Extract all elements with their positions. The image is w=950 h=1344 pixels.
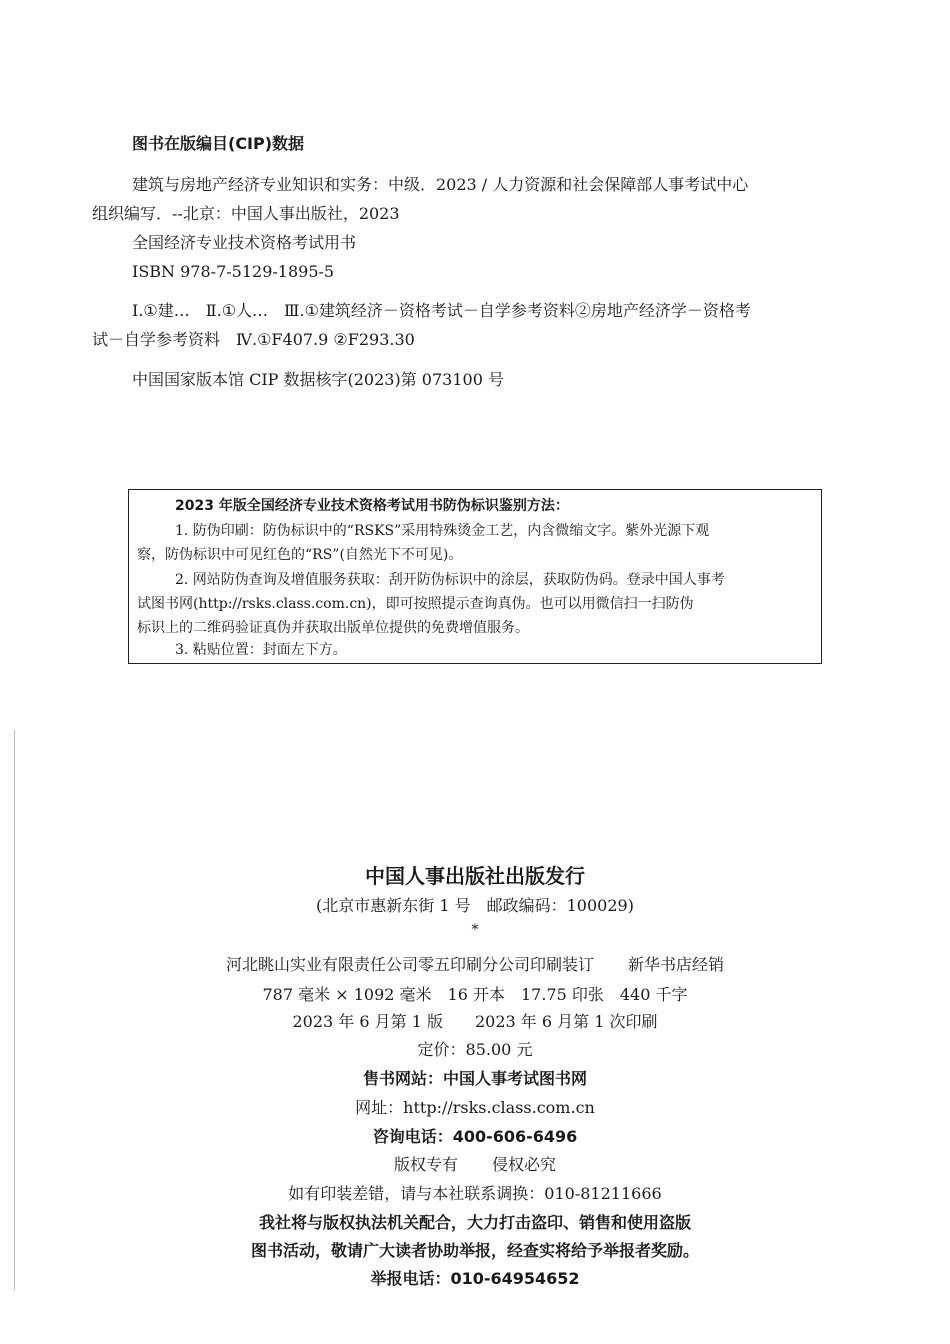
printer-line bbox=[0, 954, 950, 976]
cip-subject-line2: 试－自学参考资料 Ⅳ.①F407.9 ②F293.30 bbox=[92, 330, 415, 349]
book-price: 定价：85.00 元 bbox=[417, 1040, 533, 1059]
scan-edge-line bbox=[14, 730, 15, 1290]
notice-item3: 3. 粘贴位置：封面左下方。 bbox=[175, 642, 347, 658]
anti-piracy-line1: 我社将与版权执法机关配合，大力打击盗印、销售和使用盗版 bbox=[258, 1213, 691, 1232]
website-url: 网址：http://rsks.class.com.cn bbox=[355, 1098, 595, 1117]
cip-number: 中国国家版本馆 CIP 数据核字(2023)第 073100 号 bbox=[132, 370, 504, 389]
cip-subject-line1: Ⅰ.①建… Ⅱ.①人… Ⅲ.①建筑经济－资格考试－自学参考资料②房地产经济学－资格考 bbox=[132, 301, 751, 320]
publisher-address: (北京市惠新东街 1 号 邮政编码：100029) bbox=[316, 896, 634, 915]
website-label: 售书网站：中国人事考试图书网 bbox=[362, 1069, 587, 1088]
notice-item2-line1: 2. 网站防伪查询及增值服务获取：刮开防伪标识中的涂层，获取防伪码。登录中国人事考 bbox=[175, 572, 725, 588]
hotline: 咨询电话：400-606-6496 bbox=[372, 1127, 578, 1146]
notice-item2-line2: 试图书网(http://rsks.class.com.cn)，即可按照提示查询真伪。也可以用微信扫一扫防伪 bbox=[137, 596, 694, 612]
notice-item1-line1: 1. 防伪印刷：防伪标识中的“RSKS”采用特殊烫金工艺，内含微缩文字。紫外光源下观 bbox=[175, 523, 710, 539]
book-format: 787 毫米 × 1092 毫米 16 开本 17.75 印张 440 千字 bbox=[262, 985, 688, 1004]
cip-series: 全国经济专业技术资格考试用书 bbox=[132, 233, 357, 252]
misprint-contact: 如有印装差错，请与本社联系调换：010-81211666 bbox=[288, 1184, 662, 1203]
edition-info: 2023 年 6 月第 1 版 2023 年 6 月第 1 次印刷 bbox=[292, 1012, 658, 1031]
publisher-name: 中国人事出版社出版发行 bbox=[365, 864, 585, 888]
rights-line bbox=[0, 1154, 950, 1176]
distributor-name: 新华书店经销 bbox=[628, 955, 725, 974]
cip-title-line1: 建筑与房地产经济专业知识和实务：中级．2023 / 人力资源和社会保障部人事考试中心 bbox=[132, 175, 749, 194]
notice-item1-line2: 察，防伪标识中可见红色的“RS”(自然光下不可见)。 bbox=[137, 547, 463, 563]
cip-title-line2: 组织编写．--北京：中国人事出版社，2023 bbox=[92, 204, 400, 223]
cip-isbn: ISBN 978-7-5129-1895-5 bbox=[132, 262, 335, 281]
notice-item2-line3: 标识上的二维码验证真伪并获取出版单位提供的免费增值服务。 bbox=[137, 620, 529, 636]
report-phone: 举报电话：010-64954652 bbox=[370, 1269, 580, 1288]
copyright-label: 版权专有 bbox=[393, 1155, 458, 1174]
anti-counterfeit-notice bbox=[128, 489, 822, 664]
piracy-label: 侵权必究 bbox=[492, 1155, 557, 1174]
separator-star: * bbox=[471, 922, 479, 938]
printer-name: 河北眺山实业有限责任公司零五印刷分公司印刷装订 bbox=[225, 955, 594, 974]
cip-heading: 图书在版编目(CIP)数据 bbox=[132, 134, 305, 153]
notice-title: 2023 年版全国经济专业技术资格考试用书防伪标识鉴别方法： bbox=[175, 498, 569, 514]
anti-piracy-line2: 图书活动，敬请广大读者协助举报，经查实将给予举报者奖励。 bbox=[250, 1241, 699, 1260]
